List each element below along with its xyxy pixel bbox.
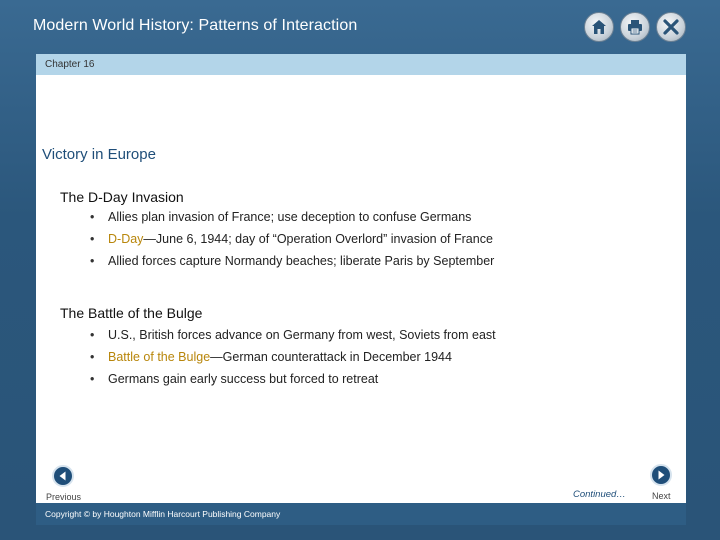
footer-bar [36,503,686,525]
list-item [90,231,494,253]
bullet-list-dday [90,209,494,275]
list-item [90,209,494,231]
copyright-text: Copyright © by Houghton Mifflin Harcourt Publishing Company [45,509,281,519]
previous-label[interactable]: Previous [46,492,82,502]
bullet-text: —German counterattack in December 1944 [210,350,452,364]
close-icon [662,18,680,36]
close-button[interactable] [656,12,686,42]
bullet-text: Germans gain early success but forced to retreat [108,372,379,386]
list-item [90,253,494,275]
home-button[interactable] [584,12,614,42]
bullet-text: U.S., British forces advance on Germany from west, Soviets from east [108,328,496,342]
bullet-text: Allied forces capture Normandy beaches; liberate Paris by September [108,254,495,268]
list-item [90,371,496,393]
toolbar [584,12,686,42]
print-button[interactable] [620,12,650,42]
bullet-list-bulge [90,327,496,393]
bullet-text: —June 6, 1944; day of “Operation Overlord” invasion of France [143,232,493,246]
slide-heading: Victory in Europe [42,146,156,163]
arrow-right-icon [655,469,667,481]
key-term-bulge[interactable]: Battle of the Bulge [108,350,211,364]
section-title-bulge: The Battle of the Bulge [60,305,203,321]
slide-content [36,75,686,503]
print-icon [626,18,644,36]
bullet-text: Allies plan invasion of France; use deception to confuse Germans [108,210,472,224]
section-title-dday: The D-Day Invasion [60,189,184,205]
previous-button[interactable] [52,465,74,487]
next-button[interactable] [650,464,672,486]
list-item [90,349,496,371]
list-item [90,327,496,349]
chapter-bar [36,54,686,75]
next-label[interactable]: Next [652,491,671,501]
continued-label: Continued… [573,489,626,500]
window-title: Modern World History: Patterns of Interaction [33,17,358,34]
arrow-left-icon [57,470,69,482]
key-term-dday[interactable]: D-Day [108,232,144,246]
chapter-label: Chapter 16 [45,59,95,70]
home-icon [590,18,608,36]
